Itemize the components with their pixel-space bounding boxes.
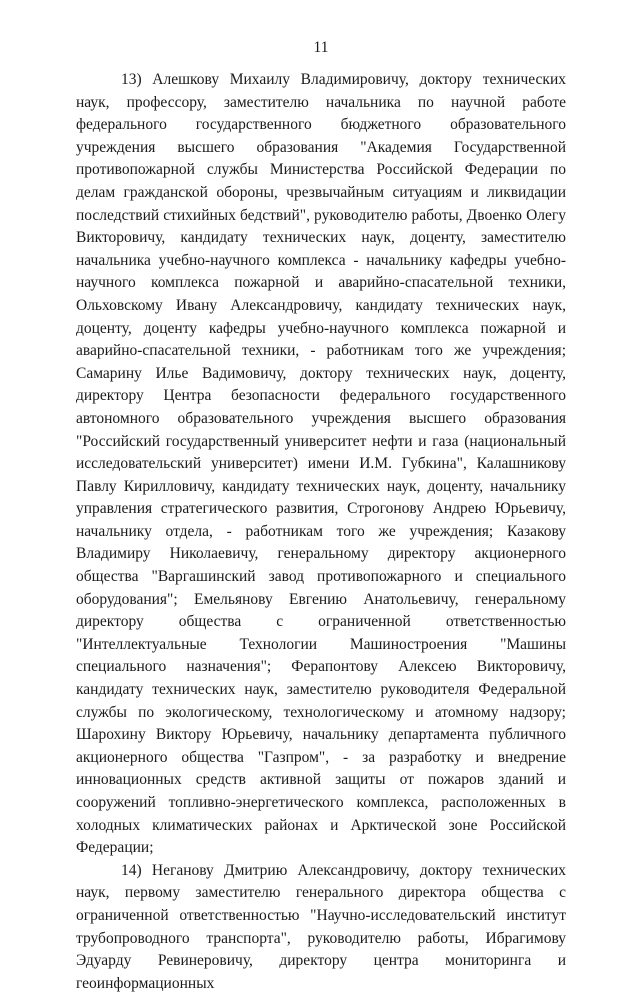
document-page (76, 0, 566, 992)
paragraph-13: 13) Алешкову Михаилу Владимировичу, доктору технических наук, профессору, заместителю начальника по научной работе федерального государственного бюджетного образовательного учреждения высшего образования "Академия Государственной противопожарной службы Министерства Российской Федерации по делам гражданской обороны, чрезвычайным ситуациям и ликвидации последствий стихийных бедствий", руководителю работы, Двоенко Олегу Викторовичу, кандидату технических наук, доценту, заместителю начальника учебно-научного комплекса - начальнику кафедры учебно-научного комплекса пожарной и аварийно-спасательной техники, Ольховскому Ивану Александровичу, кандидату технических наук, доценту, доценту кафедры учебно-научного комплекса пожарной и аварийно-спасательной техники, - работникам того же учреждения; Самарину Илье Вадимовичу, доктору технических наук, доценту, директору Центра безопасности федерального государственного автономного образовательного учреждения высшего образования "Российский государственный университет нефти и газа (национальный исследовательский университет) имени И.М. Губкина", Калашникову Павлу Кирилловичу, кандидату технических наук, доценту, начальнику управления стратегического развития, Строгонову Андрею Юрьевичу, начальнику отдела, - работникам того же учреждения; Казакову Владимиру Николаевичу, генеральному директору акционерного общества "Варгашинский завод противопожарного и специального оборудования"; Емельянову Евгению Анатольевичу, генеральному директору общества с ограниченной ответственностью "Интеллектуальные Технологии Машиностроения "Машины специального назначения"; Ферапонтову Алексею Викторовичу, кандидату технических наук, заместителю руководителя Федеральной службы по экологическому, технологическому и атомному надзору; Шарохину Виктору Юрьевичу, начальнику департамента публичного акционерного общества "Газпром", - за разработку и внедрение инновационных средств активной защиты от пожаров зданий и сооружений топливно-энергетического комплекса, расположенных в холодных климатических районах и Арктической зоне Российской Федерации; (76, 71, 566, 857)
page-number: 11 (313, 39, 329, 56)
paragraph-14: 14) Неганову Дмитрию Александровичу, доктору технических наук, первому заместителю генерального директора общества с ограниченной ответственностью "Научно-исследовательский институт трубопроводного транспорта", руководителю работы, Ибрагимову Эдуарду Ревинеровичу, директору центра мониторинга и геоинформационных (76, 861, 566, 992)
document-body (76, 69, 566, 995)
